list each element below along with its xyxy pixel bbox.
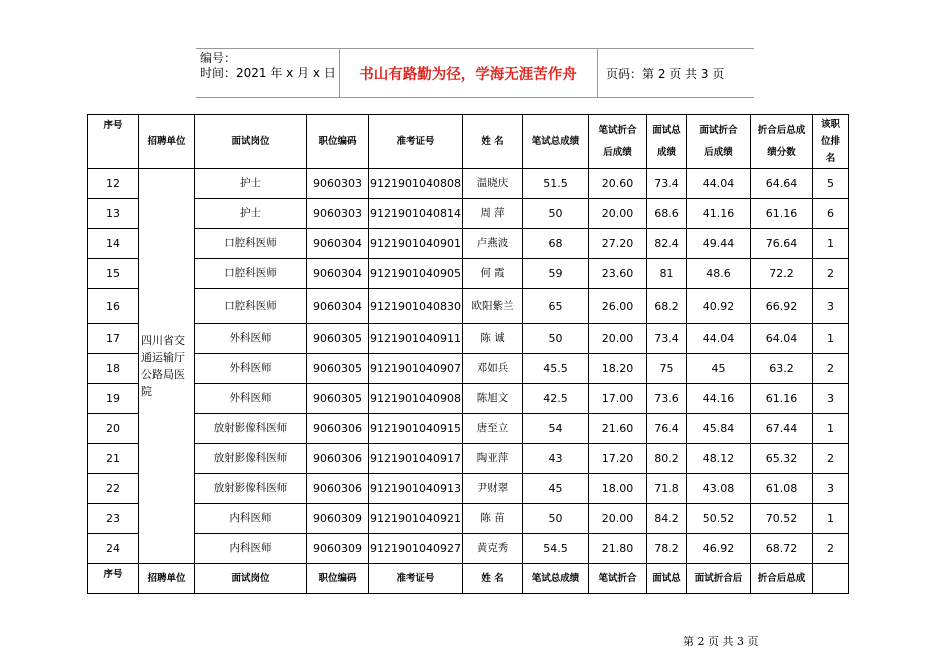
cell-name: 温晓庆 xyxy=(463,169,523,199)
cell-exam: 9121901040808 xyxy=(369,169,463,199)
cell-interview: 76.4 xyxy=(647,414,687,444)
table-row xyxy=(88,504,849,534)
cell-written-c: 17.00 xyxy=(589,384,647,414)
cell-interview: 82.4 xyxy=(647,229,687,259)
cell-interview: 68.6 xyxy=(647,199,687,229)
col-header: 面试总 xyxy=(647,564,687,594)
cell-interview: 84.2 xyxy=(647,504,687,534)
cell-post: 外科医师 xyxy=(195,354,307,384)
cell-rank: 5 xyxy=(813,169,849,199)
cell-interview-c: 48.6 xyxy=(687,259,751,289)
table-row xyxy=(88,229,849,259)
table-row xyxy=(88,199,849,229)
cell-post: 内科医师 xyxy=(195,504,307,534)
table-row xyxy=(88,324,849,354)
cell-code: 9060304 xyxy=(307,229,369,259)
cell-written: 54.5 xyxy=(523,534,589,564)
col-header: 序号 xyxy=(88,564,139,594)
header-motto: 书山有路勤为径，学海无涯苦作舟 xyxy=(359,65,577,83)
cell-no: 12 xyxy=(88,169,139,199)
cell-total: 68.72 xyxy=(751,534,813,564)
cell-rank: 6 xyxy=(813,199,849,229)
cell-rank: 2 xyxy=(813,354,849,384)
col-header: 面试总成绩 xyxy=(647,115,687,169)
cell-name: 唐至立 xyxy=(463,414,523,444)
cell-exam: 9121901040905 xyxy=(369,259,463,289)
col-header: 面试折合后 xyxy=(687,564,751,594)
cell-written-c: 21.60 xyxy=(589,414,647,444)
cell-exam: 9121901040901 xyxy=(369,229,463,259)
cell-interview-c: 40.92 xyxy=(687,289,751,324)
col-header: 招聘单位 xyxy=(139,564,195,594)
cell-exam: 9121901040911 xyxy=(369,324,463,354)
table-row xyxy=(88,259,849,289)
cell-interview-c: 44.04 xyxy=(687,169,751,199)
cell-no: 19 xyxy=(88,384,139,414)
cell-written-c: 20.00 xyxy=(589,199,647,229)
cell-written: 50 xyxy=(523,324,589,354)
cell-code: 9060303 xyxy=(307,169,369,199)
cell-interview: 80.2 xyxy=(647,444,687,474)
cell-written: 59 xyxy=(523,259,589,289)
table-header-row xyxy=(88,115,849,169)
cell-interview: 75 xyxy=(647,354,687,384)
table-row xyxy=(88,474,849,504)
cell-written: 51.5 xyxy=(523,169,589,199)
col-header: 姓 名 xyxy=(463,564,523,594)
cell-exam: 9121901040927 xyxy=(369,534,463,564)
header-divider xyxy=(597,49,598,97)
header-left xyxy=(200,51,336,81)
cell-exam: 9121901040830 xyxy=(369,289,463,324)
cell-name: 陈旭文 xyxy=(463,384,523,414)
cell-total: 70.52 xyxy=(751,504,813,534)
cell-no: 22 xyxy=(88,474,139,504)
table-row xyxy=(88,354,849,384)
cell-interview: 73.4 xyxy=(647,169,687,199)
cell-interview-c: 44.16 xyxy=(687,384,751,414)
cell-unit: 四川省交通运输厅公路局医院 xyxy=(139,169,195,564)
cell-name: 陶亚萍 xyxy=(463,444,523,474)
cell-post: 口腔科医师 xyxy=(195,259,307,289)
cell-total: 66.92 xyxy=(751,289,813,324)
cell-interview: 78.2 xyxy=(647,534,687,564)
col-header: 姓 名 xyxy=(463,115,523,169)
cell-no: 21 xyxy=(88,444,139,474)
cell-interview-c: 45.84 xyxy=(687,414,751,444)
cell-interview: 73.4 xyxy=(647,324,687,354)
page-header xyxy=(196,48,754,98)
col-header: 笔试总成绩 xyxy=(523,564,589,594)
cell-written-c: 26.00 xyxy=(589,289,647,324)
cell-exam: 9121901040913 xyxy=(369,474,463,504)
cell-code: 9060305 xyxy=(307,324,369,354)
cell-post: 口腔科医师 xyxy=(195,229,307,259)
col-header: 笔试折合 xyxy=(589,564,647,594)
cell-written-c: 20.00 xyxy=(589,504,647,534)
cell-post: 护士 xyxy=(195,169,307,199)
col-header xyxy=(813,564,849,594)
cell-exam: 9121901040917 xyxy=(369,444,463,474)
cell-post: 放射影像科医师 xyxy=(195,414,307,444)
cell-interview: 68.2 xyxy=(647,289,687,324)
cell-rank: 1 xyxy=(813,504,849,534)
cell-post: 外科医师 xyxy=(195,324,307,354)
cell-code: 9060305 xyxy=(307,384,369,414)
cell-written: 42.5 xyxy=(523,384,589,414)
cell-total: 63.2 xyxy=(751,354,813,384)
col-header: 折合后总成绩分数 xyxy=(751,115,813,169)
cell-rank: 2 xyxy=(813,259,849,289)
cell-rank: 1 xyxy=(813,324,849,354)
cell-written-c: 18.00 xyxy=(589,474,647,504)
table-row xyxy=(88,289,849,324)
col-header: 折合后总成 xyxy=(751,564,813,594)
cell-written-c: 23.60 xyxy=(589,259,647,289)
cell-written: 68 xyxy=(523,229,589,259)
col-header: 面试岗位 xyxy=(195,115,307,169)
cell-total: 72.2 xyxy=(751,259,813,289)
cell-written: 45.5 xyxy=(523,354,589,384)
cell-interview-c: 50.52 xyxy=(687,504,751,534)
cell-interview-c: 49.44 xyxy=(687,229,751,259)
col-header: 序号 xyxy=(88,115,139,169)
cell-post: 护士 xyxy=(195,199,307,229)
table-row xyxy=(88,414,849,444)
cell-total: 64.64 xyxy=(751,169,813,199)
cell-no: 23 xyxy=(88,504,139,534)
score-table xyxy=(87,114,849,594)
col-header: 职位编码 xyxy=(307,564,369,594)
col-header: 笔试折合后成绩 xyxy=(589,115,647,169)
cell-no: 16 xyxy=(88,289,139,324)
cell-total: 61.16 xyxy=(751,199,813,229)
cell-name: 黄克秀 xyxy=(463,534,523,564)
cell-written: 50 xyxy=(523,199,589,229)
col-header: 面试岗位 xyxy=(195,564,307,594)
cell-interview: 81 xyxy=(647,259,687,289)
cell-written: 45 xyxy=(523,474,589,504)
cell-exam: 9121901040915 xyxy=(369,414,463,444)
cell-interview: 71.8 xyxy=(647,474,687,504)
cell-written: 65 xyxy=(523,289,589,324)
cell-name: 欧阳紫兰 xyxy=(463,289,523,324)
cell-code: 9060304 xyxy=(307,289,369,324)
cell-interview-c: 44.04 xyxy=(687,324,751,354)
cell-written: 54 xyxy=(523,414,589,444)
cell-written-c: 21.80 xyxy=(589,534,647,564)
table-row xyxy=(88,169,849,199)
cell-no: 24 xyxy=(88,534,139,564)
table-row xyxy=(88,384,849,414)
cell-total: 76.64 xyxy=(751,229,813,259)
cell-code: 9060309 xyxy=(307,534,369,564)
number-label: 编号： xyxy=(200,51,237,65)
cell-name: 卢燕波 xyxy=(463,229,523,259)
cell-total: 61.08 xyxy=(751,474,813,504)
cell-no: 18 xyxy=(88,354,139,384)
cell-written-c: 27.20 xyxy=(589,229,647,259)
cell-code: 9060306 xyxy=(307,444,369,474)
cell-code: 9060309 xyxy=(307,504,369,534)
cell-interview-c: 46.92 xyxy=(687,534,751,564)
cell-code: 9060305 xyxy=(307,354,369,384)
cell-code: 9060306 xyxy=(307,474,369,504)
cell-rank: 1 xyxy=(813,414,849,444)
cell-exam: 9121901040814 xyxy=(369,199,463,229)
cell-total: 67.44 xyxy=(751,414,813,444)
cell-name: 周 萍 xyxy=(463,199,523,229)
table-row xyxy=(88,444,849,474)
cell-code: 9060303 xyxy=(307,199,369,229)
cell-interview: 73.6 xyxy=(647,384,687,414)
cell-rank: 3 xyxy=(813,474,849,504)
cell-no: 17 xyxy=(88,324,139,354)
cell-interview-c: 45 xyxy=(687,354,751,384)
cell-interview-c: 43.08 xyxy=(687,474,751,504)
cell-exam: 9121901040907 xyxy=(369,354,463,384)
cell-name: 尹财翠 xyxy=(463,474,523,504)
col-header: 该职位排名 xyxy=(813,115,849,169)
cell-post: 放射影像科医师 xyxy=(195,474,307,504)
cell-post: 内科医师 xyxy=(195,534,307,564)
cell-no: 14 xyxy=(88,229,139,259)
cell-rank: 1 xyxy=(813,229,849,259)
cell-written: 50 xyxy=(523,504,589,534)
cell-rank: 3 xyxy=(813,384,849,414)
cell-written-c: 18.20 xyxy=(589,354,647,384)
page-footer: 第 2 页 共 3 页 xyxy=(683,635,759,648)
cell-code: 9060306 xyxy=(307,414,369,444)
cell-written-c: 20.00 xyxy=(589,324,647,354)
cell-exam: 9121901040908 xyxy=(369,384,463,414)
table-footer-header-row xyxy=(88,564,849,594)
cell-interview-c: 48.12 xyxy=(687,444,751,474)
cell-name: 陈 诚 xyxy=(463,324,523,354)
cell-written: 43 xyxy=(523,444,589,474)
cell-written-c: 20.60 xyxy=(589,169,647,199)
cell-post: 外科医师 xyxy=(195,384,307,414)
cell-interview-c: 41.16 xyxy=(687,199,751,229)
cell-no: 20 xyxy=(88,414,139,444)
cell-total: 65.32 xyxy=(751,444,813,474)
page-code: 页码：第 2 页 共 3 页 xyxy=(606,66,725,81)
cell-name: 陈 苗 xyxy=(463,504,523,534)
cell-exam: 9121901040921 xyxy=(369,504,463,534)
col-header: 招聘单位 xyxy=(139,115,195,169)
cell-rank: 2 xyxy=(813,534,849,564)
cell-post: 口腔科医师 xyxy=(195,289,307,324)
cell-rank: 3 xyxy=(813,289,849,324)
col-header: 准考证号 xyxy=(369,564,463,594)
table-row xyxy=(88,534,849,564)
cell-no: 13 xyxy=(88,199,139,229)
col-header: 职位编码 xyxy=(307,115,369,169)
col-header: 面试折合后成绩 xyxy=(687,115,751,169)
cell-total: 64.04 xyxy=(751,324,813,354)
cell-total: 61.16 xyxy=(751,384,813,414)
cell-rank: 2 xyxy=(813,444,849,474)
cell-post: 放射影像科医师 xyxy=(195,444,307,474)
cell-name: 邓如兵 xyxy=(463,354,523,384)
col-header: 准考证号 xyxy=(369,115,463,169)
cell-written-c: 17.20 xyxy=(589,444,647,474)
cell-name: 何 霞 xyxy=(463,259,523,289)
time-label: 时间：2021 年 x 月 x 日 xyxy=(200,66,336,80)
cell-code: 9060304 xyxy=(307,259,369,289)
col-header: 笔试总成绩 xyxy=(523,115,589,169)
cell-no: 15 xyxy=(88,259,139,289)
